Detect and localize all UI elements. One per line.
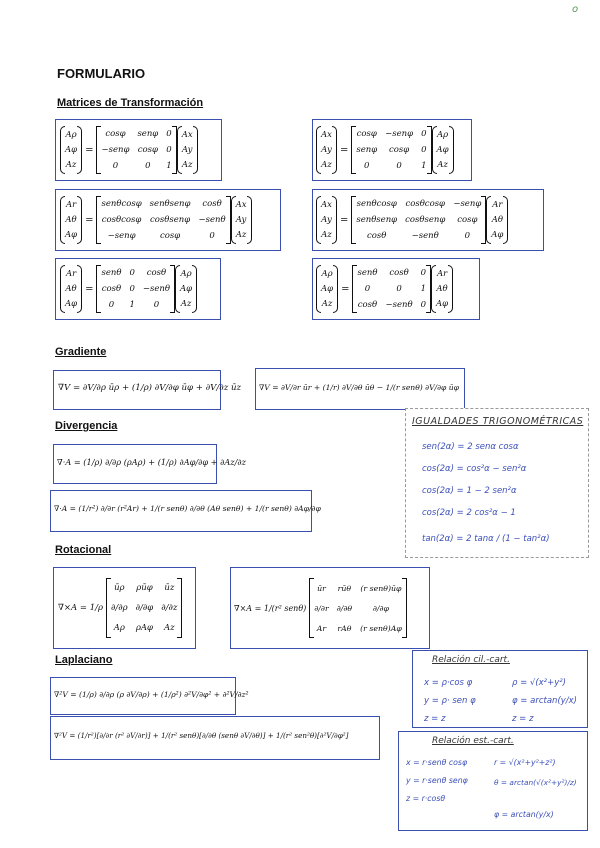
cyl-cart-right-1: ρ = √(x²+y²) bbox=[512, 678, 566, 688]
sph-cart-left-2: y = r·senθ senφ bbox=[406, 776, 468, 785]
gradient-cyl-formula: ∇V = ∂V/∂ρ ūρ + (1/ρ) ∂V/∂φ ūφ + ∂V/∂z ūz bbox=[58, 383, 242, 393]
trig-title: IGUALDADES TRIGONOMÉTRICAS bbox=[412, 416, 584, 427]
section-curl: Rotacional bbox=[55, 544, 112, 556]
sph-cart-left-3: z = r·cosθ bbox=[406, 794, 446, 803]
curl-cyl-formula: ∇×A = 1/ρ ūρ ρūφ ūz ∂/∂ρ ∂/∂φ ∂/∂z Aρ ρAφ Az bbox=[58, 578, 182, 638]
matrix-4: Ax Ay Az = senθcosφ cosθcosφ −senφ senθsenφ cosθsenφ cosφ cosθ −senθ 0 Ar Aθ Aφ bbox=[316, 196, 508, 244]
matrix-1: Aρ Aφ Az = cosφ senφ 0 −senφ cosφ 0 0 0 1 Ax Ay Az bbox=[60, 126, 198, 174]
corner-mark: o bbox=[572, 4, 579, 15]
matrix-2: Ax Ay Az = cosφ −senφ 0 senφ cosφ 0 0 0 1 Aρ Aφ Az bbox=[316, 126, 454, 174]
cyl-cart-left-1: x = ρ·cos φ bbox=[424, 678, 473, 688]
trig-line-1: sen(2α) = 2 senα cosα bbox=[422, 442, 519, 452]
trig-line-4: cos(2α) = 2 cos²α − 1 bbox=[422, 508, 516, 518]
cyl-cart-left-2: y = ρ· sen φ bbox=[424, 696, 476, 706]
section-laplacian: Laplaciano bbox=[55, 654, 113, 666]
cyl-cart-title: Relación cil.-cart. bbox=[432, 655, 510, 665]
laplacian-sph-formula: ∇²V = (1/r²)[∂/∂r (r² ∂V/∂r)] + 1/(r² senθ)[∂/∂θ (senθ ∂V/∂θ)] + 1/(r² sen²θ)[∂²V/∂φ²] bbox=[54, 731, 349, 740]
curl-sph-formula: ∇×A = 1/(r² senθ) ūr rūθ (r senθ)ūφ ∂/∂r ∂/∂θ ∂/∂φ Ar rAθ (r senθ)Aφ bbox=[234, 578, 407, 638]
cyl-cart-left-3: z = z bbox=[424, 714, 446, 724]
laplacian-cyl-formula: ∇²V = (1/ρ) ∂/∂ρ (ρ ∂V/∂ρ) + (1/ρ²) ∂²V/∂φ² + ∂²V/∂z² bbox=[54, 690, 249, 699]
sph-cart-right-1: r = √(x²+y²+z²) bbox=[494, 758, 556, 767]
matrix-6: Aρ Aφ Az = senθ cosθ 0 0 0 1 cosθ −senθ 0 Ar Aθ Aφ bbox=[316, 265, 453, 313]
trig-line-3: cos(2α) = 1 − 2 sen²α bbox=[422, 486, 517, 496]
sph-cart-right-2: θ = arctan(√(x²+y²)/z) bbox=[494, 778, 577, 787]
cyl-cart-right-3: z = z bbox=[512, 714, 534, 724]
trig-line-5: tan(2α) = 2 tanα / (1 − tan²α) bbox=[422, 534, 550, 544]
trig-line-2: cos(2α) = cos²α − sen²α bbox=[422, 464, 527, 474]
gradient-sph-formula: ∇V = ∂V/∂r ūr + (1/r) ∂V/∂θ ūθ − 1/(r senθ) ∂V/∂φ ūφ bbox=[259, 383, 459, 392]
divergence-sph-formula: ∇·A = (1/r²) ∂/∂r (r²Ar) + 1/(r senθ) ∂/∂θ (Aθ senθ) + 1/(r senθ) ∂Aφ/∂φ bbox=[54, 504, 321, 513]
sph-cart-title: Relación est.-cart. bbox=[432, 736, 514, 746]
page-title: FORMULARIO bbox=[57, 66, 146, 81]
section-matrices: Matrices de Transformación bbox=[57, 97, 204, 109]
section-gradient: Gradiente bbox=[55, 346, 107, 358]
matrix-3: Ar Aθ Aφ = senθcosφ senθsenφ cosθ cosθcosφ cosθsenφ −senθ −senφ cosφ 0 Ax Ay Az bbox=[60, 196, 252, 244]
section-divergence: Divergencia bbox=[55, 420, 118, 432]
divergence-cyl-formula: ∇·A = (1/ρ) ∂/∂ρ (ρAρ) + (1/ρ) ∂Aφ/∂φ + ∂Az/∂z bbox=[57, 457, 246, 467]
matrix-5: Ar Aθ Aφ = senθ 0 cosθ cosθ 0 −senθ 0 1 0 Aρ Aφ Az bbox=[60, 265, 197, 313]
cyl-cart-right-2: φ = arctan(y/x) bbox=[512, 696, 577, 706]
sph-cart-right-3: φ = arctan(y/x) bbox=[494, 810, 554, 819]
sph-cart-left-1: x = r·senθ cosφ bbox=[406, 758, 468, 767]
